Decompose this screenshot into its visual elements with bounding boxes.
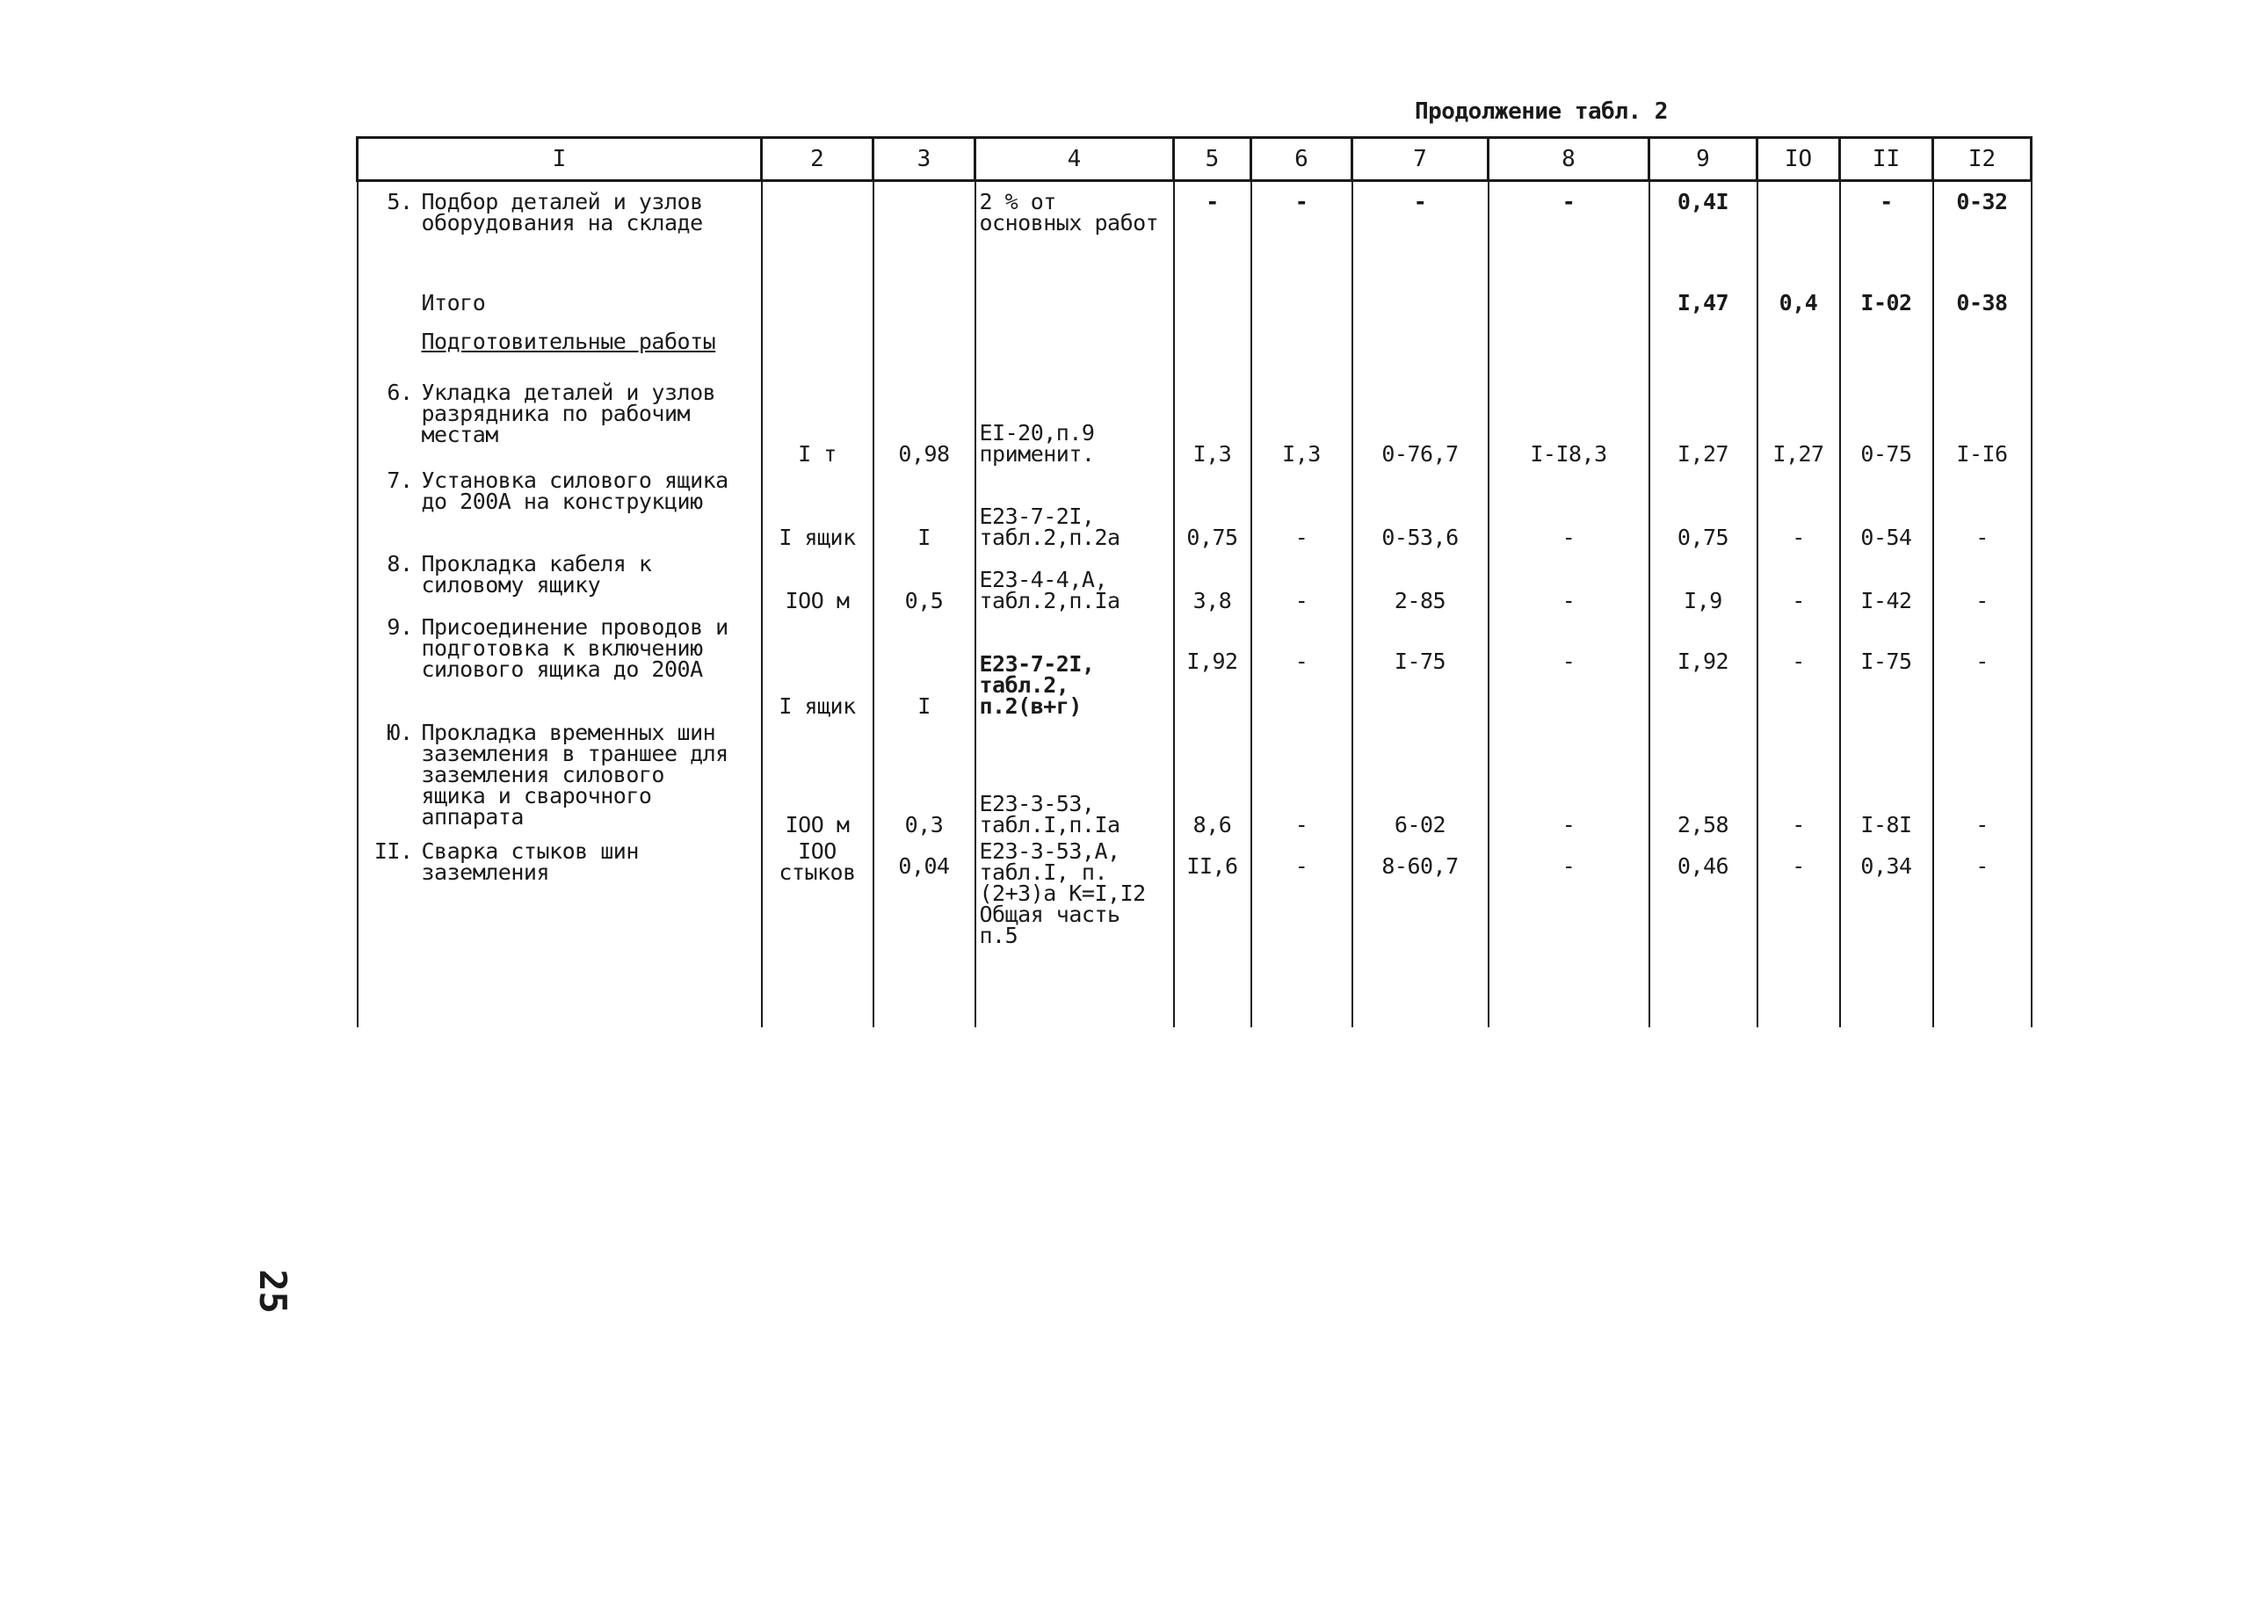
cell-8: - bbox=[1489, 838, 1649, 1027]
cell-6: I,3 bbox=[1251, 380, 1352, 468]
cell-5: I,92 bbox=[1174, 614, 1251, 720]
section-heading-row bbox=[358, 329, 2032, 380]
cell-8 bbox=[1489, 290, 1649, 329]
cell-7: I-75 bbox=[1352, 614, 1489, 720]
cell-9: 0,4I bbox=[1649, 189, 1757, 290]
cell-9: I,47 bbox=[1649, 290, 1757, 329]
cell-8: - bbox=[1489, 468, 1649, 551]
table-row-total bbox=[358, 290, 2032, 329]
row-number: 7. bbox=[387, 468, 413, 493]
cell-8: - bbox=[1489, 614, 1649, 720]
cell-11: I-02 bbox=[1840, 290, 1933, 329]
row-number: 5. bbox=[387, 189, 413, 214]
code-cell: EI-20,п.9 применит. bbox=[975, 380, 1174, 468]
cell-10: - bbox=[1757, 838, 1840, 1027]
cell-8: - bbox=[1489, 720, 1649, 838]
cell-10: - bbox=[1757, 468, 1840, 551]
code-cell: E23-7-2I, табл.2,п.2а bbox=[975, 468, 1174, 551]
header-cell: 2 bbox=[762, 138, 873, 181]
work-name: Прокладка временных шин заземления в траншее для заземления силового ящика и сварочного аппарата bbox=[421, 720, 728, 830]
qty-cell: I bbox=[873, 468, 975, 551]
table-row bbox=[358, 838, 2032, 1027]
cell-5: 0,75 bbox=[1174, 468, 1251, 551]
section-heading: Подготовительные работы bbox=[421, 329, 716, 354]
cell-8: - bbox=[1489, 551, 1649, 614]
header-cell: 9 bbox=[1649, 138, 1757, 181]
unit-cell: IOO м bbox=[762, 551, 873, 614]
cell-10: - bbox=[1757, 720, 1840, 838]
qty-cell: 0,3 bbox=[873, 720, 975, 838]
code-cell: E23-7-2I, табл.2, п.2(в+г) bbox=[975, 614, 1174, 720]
cell-9: I,92 bbox=[1649, 614, 1757, 720]
table-caption: Продолжение табл. 2 bbox=[1415, 98, 1668, 125]
cell-6: - bbox=[1251, 551, 1352, 614]
unit-cell: I т bbox=[762, 380, 873, 468]
cell-12: I-I6 bbox=[1933, 380, 2032, 468]
unit-cell bbox=[762, 290, 873, 329]
work-name: Подбор деталей и узлов оборудования на складе bbox=[421, 189, 703, 236]
cell-9: I,27 bbox=[1649, 380, 1757, 468]
cell-7: 0-76,7 bbox=[1352, 380, 1489, 468]
work-name: Прокладка кабеля к силовому ящику bbox=[421, 551, 652, 598]
cell-5: I,3 bbox=[1174, 380, 1251, 468]
cost-table bbox=[356, 136, 2033, 1027]
table-row bbox=[358, 614, 2032, 720]
cell-8: I-I8,3 bbox=[1489, 380, 1649, 468]
header-cell: II bbox=[1840, 138, 1933, 181]
header-cell: 8 bbox=[1489, 138, 1649, 181]
code-cell: E23-3-53,A, табл.I, п.(2+3)а K=I,I2 Общая часть п.5 bbox=[975, 838, 1174, 1027]
cell-10: 0,4 bbox=[1757, 290, 1840, 329]
cell-5: 3,8 bbox=[1174, 551, 1251, 614]
header-cell: 3 bbox=[873, 138, 975, 181]
header-row bbox=[358, 138, 2032, 181]
cell-7: 6-02 bbox=[1352, 720, 1489, 838]
qty-cell bbox=[873, 290, 975, 329]
cell-11: 0-75 bbox=[1840, 380, 1933, 468]
cell-10 bbox=[1757, 189, 1840, 290]
unit-cell bbox=[762, 189, 873, 290]
row-number: II. bbox=[373, 838, 413, 864]
table-row bbox=[358, 551, 2032, 614]
page-number: 25 bbox=[250, 1269, 294, 1314]
table-row bbox=[358, 189, 2032, 290]
header-cell: 4 bbox=[975, 138, 1174, 181]
code-cell: E23-4-4,A, табл.2,п.Iа bbox=[975, 551, 1174, 614]
work-name: Укладка деталей и узлов разрядника по рабочим местам bbox=[421, 380, 716, 447]
cell-9: 0,46 bbox=[1649, 838, 1757, 1027]
qty-cell: 0,04 bbox=[873, 838, 975, 1027]
cell-11: I-42 bbox=[1840, 551, 1933, 614]
cell-7 bbox=[1352, 290, 1489, 329]
cell-11: - bbox=[1840, 189, 1933, 290]
unit-cell: IOO стыков bbox=[762, 838, 873, 1027]
cell-12: - bbox=[1933, 614, 2032, 720]
cell-12: - bbox=[1933, 720, 2032, 838]
unit-cell: I ящик bbox=[762, 614, 873, 720]
work-name: Итого bbox=[421, 290, 486, 315]
cell-12: - bbox=[1933, 468, 2032, 551]
cell-9: 0,75 bbox=[1649, 468, 1757, 551]
cell-7: 8-60,7 bbox=[1352, 838, 1489, 1027]
cell-10: - bbox=[1757, 614, 1840, 720]
cell-7: 0-53,6 bbox=[1352, 468, 1489, 551]
cell-7: - bbox=[1352, 189, 1489, 290]
cell-6: - bbox=[1251, 468, 1352, 551]
header-cell: 7 bbox=[1352, 138, 1489, 181]
cell-12: 0-38 bbox=[1933, 290, 2032, 329]
cell-11: I-8I bbox=[1840, 720, 1933, 838]
cell-11: 0-54 bbox=[1840, 468, 1933, 551]
cell-9: 2,58 bbox=[1649, 720, 1757, 838]
work-name: Присоединение проводов и подготовка к включению силового ящика до 200А bbox=[421, 614, 728, 682]
cell-5: - bbox=[1174, 189, 1251, 290]
code-cell: E23-3-53, табл.I,п.Iа bbox=[975, 720, 1174, 838]
cell-6: - bbox=[1251, 838, 1352, 1027]
header-cell: 6 bbox=[1251, 138, 1352, 181]
cell-7: 2-85 bbox=[1352, 551, 1489, 614]
qty-cell: 0,5 bbox=[873, 551, 975, 614]
cell-5: II,6 bbox=[1174, 838, 1251, 1027]
cell-11: I-75 bbox=[1840, 614, 1933, 720]
cell-12: - bbox=[1933, 838, 2032, 1027]
header-cell: I2 bbox=[1933, 138, 2032, 181]
header-cell: I bbox=[358, 138, 762, 181]
code-cell: 2 % от основных работ bbox=[975, 189, 1174, 290]
unit-cell: IOO м bbox=[762, 720, 873, 838]
qty-cell bbox=[873, 189, 975, 290]
cell-5 bbox=[1174, 290, 1251, 329]
cell-5: 8,6 bbox=[1174, 720, 1251, 838]
cell-12: 0-32 bbox=[1933, 189, 2032, 290]
cell-6 bbox=[1251, 290, 1352, 329]
cell-10: - bbox=[1757, 551, 1840, 614]
qty-cell: 0,98 bbox=[873, 380, 975, 468]
table-row bbox=[358, 380, 2032, 468]
cell-12: - bbox=[1933, 551, 2032, 614]
work-name: Сварка стыков шин заземления bbox=[421, 838, 639, 885]
row-number: 6. bbox=[387, 380, 413, 405]
cell-6: - bbox=[1251, 720, 1352, 838]
header-cell: 5 bbox=[1174, 138, 1251, 181]
table-row bbox=[358, 720, 2032, 838]
row-number: 9. bbox=[387, 614, 413, 640]
table-row bbox=[358, 468, 2032, 551]
work-name: Установка силового ящика до 200А на конструкцию bbox=[421, 468, 728, 514]
cell-10: I,27 bbox=[1757, 380, 1840, 468]
cell-11: 0,34 bbox=[1840, 838, 1933, 1027]
cell-6: - bbox=[1251, 614, 1352, 720]
qty-cell: I bbox=[873, 614, 975, 720]
cell-6: - bbox=[1251, 189, 1352, 290]
row-number: Ю. bbox=[387, 720, 413, 745]
header-cell: IO bbox=[1757, 138, 1840, 181]
cell-8: - bbox=[1489, 189, 1649, 290]
code-cell bbox=[975, 290, 1174, 329]
unit-cell: I ящик bbox=[762, 468, 873, 551]
cell-9: I,9 bbox=[1649, 551, 1757, 614]
row-number: 8. bbox=[387, 551, 413, 576]
